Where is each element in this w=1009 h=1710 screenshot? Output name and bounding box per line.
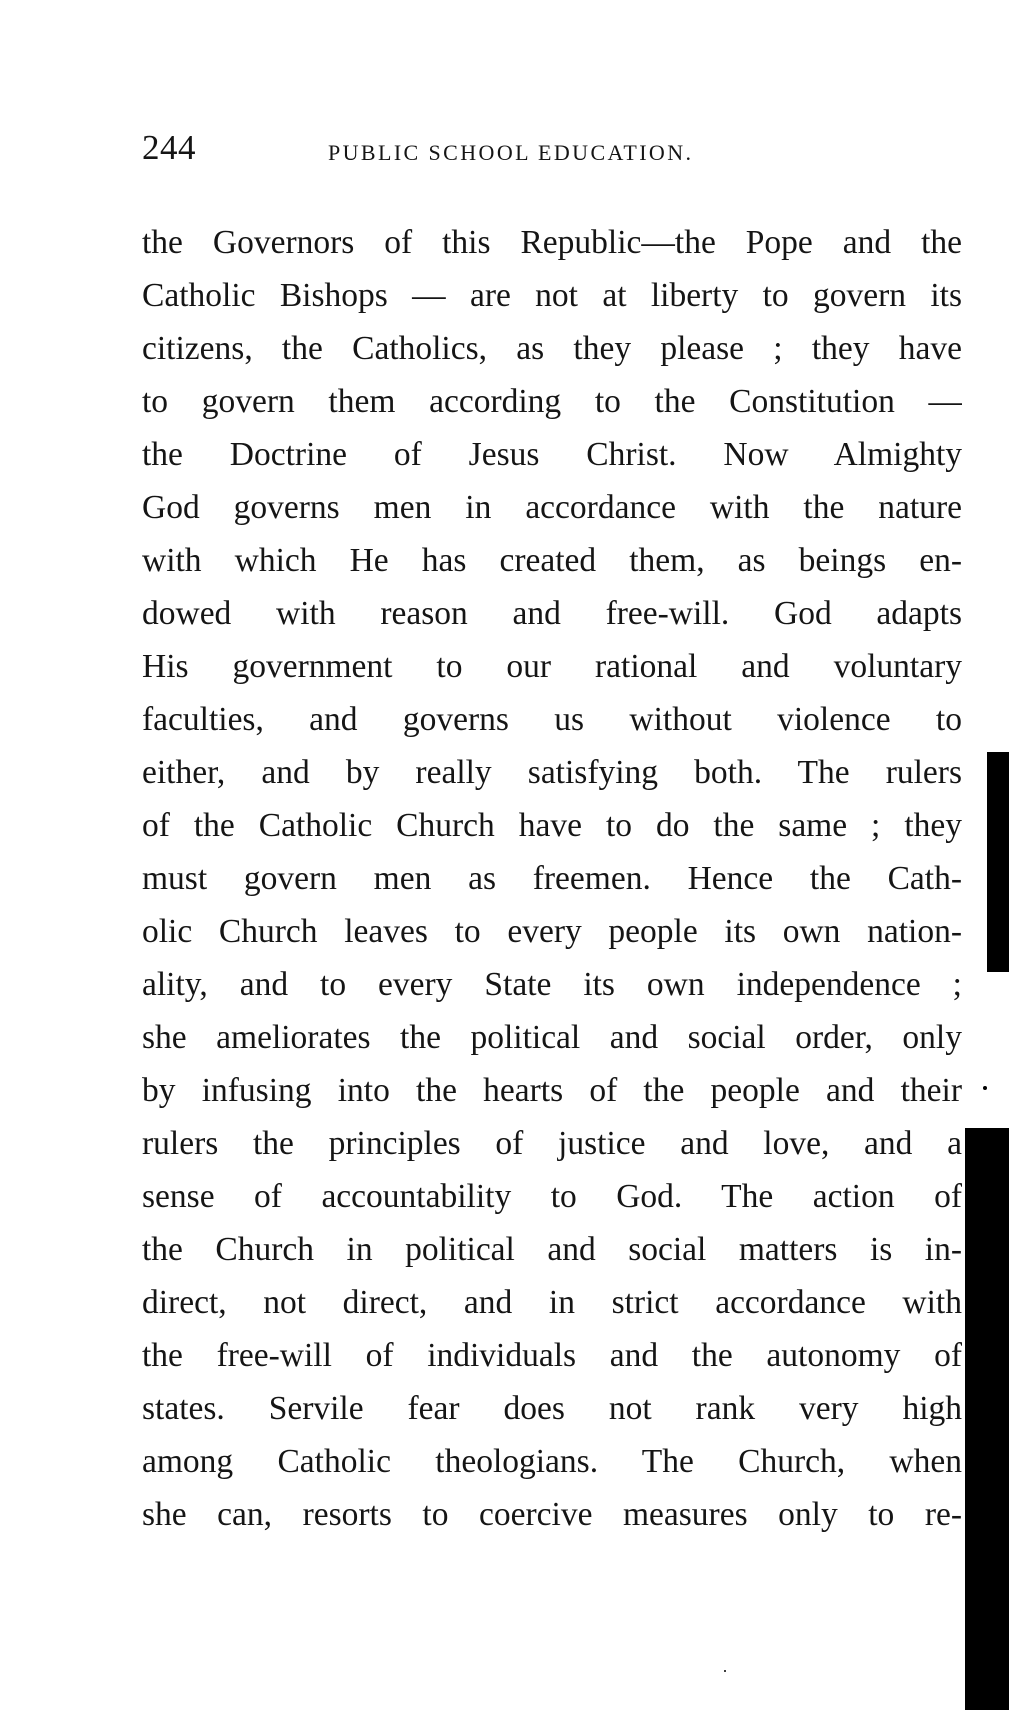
text-line: God governs men in accordance with the nature — [142, 489, 962, 526]
text-line: dowed with reason and free-will. God adapts — [142, 595, 962, 632]
text-line: sense of accountability to God. The action of — [142, 1178, 962, 1215]
text-line: she can, resorts to coercive measures only to re- — [142, 1496, 962, 1533]
text-line: must govern men as freemen. Hence the Cath- — [142, 860, 962, 897]
scan-edge-lower — [965, 1128, 1009, 1710]
text-line: ality, and to every State its own independence ; — [142, 966, 962, 1003]
scan-speck — [724, 1670, 726, 1672]
text-line: the Church in political and social matters is in- — [142, 1231, 962, 1268]
text-line: the Doctrine of Jesus Christ. Now Almighty — [142, 436, 962, 473]
text-line: among Catholic theologians. The Church, when — [142, 1443, 962, 1480]
text-line: by infusing into the hearts of the people and their — [142, 1072, 962, 1109]
text-line: citizens, the Catholics, as they please ; they have — [142, 330, 962, 367]
text-line: the Governors of this Republic—the Pope and the — [142, 224, 962, 261]
text-line: to govern them according to the Constitution — — [142, 383, 962, 420]
text-line: of the Catholic Church have to do the same ; they — [142, 807, 962, 844]
text-line: olic Church leaves to every people its own nation- — [142, 913, 962, 950]
text-line: states. Servile fear does not rank very high — [142, 1390, 962, 1427]
page-header — [142, 128, 962, 178]
page-number: 244 — [142, 128, 196, 167]
text-line: direct, not direct, and in strict accordance with — [142, 1284, 962, 1321]
text-line: Catholic Bishops — are not at liberty to govern its — [142, 277, 962, 314]
text-line: the free-will of individuals and the autonomy of — [142, 1337, 962, 1374]
text-line: either, and by really satisfying both. The rulers — [142, 754, 962, 791]
running-title: PUBLIC SCHOOL EDUCATION. — [328, 140, 694, 165]
text-line: rulers the principles of justice and love, and a — [142, 1125, 962, 1162]
text-line: she ameliorates the political and social order, only — [142, 1019, 962, 1056]
text-line: with which He has created them, as beings en- — [142, 542, 962, 579]
text-line: faculties, and governs us without violence to — [142, 701, 962, 738]
scan-edge-upper — [987, 752, 1009, 972]
body-text — [142, 216, 962, 1541]
text-line: His government to our rational and voluntary — [142, 648, 962, 685]
scan-speck — [983, 1086, 987, 1090]
